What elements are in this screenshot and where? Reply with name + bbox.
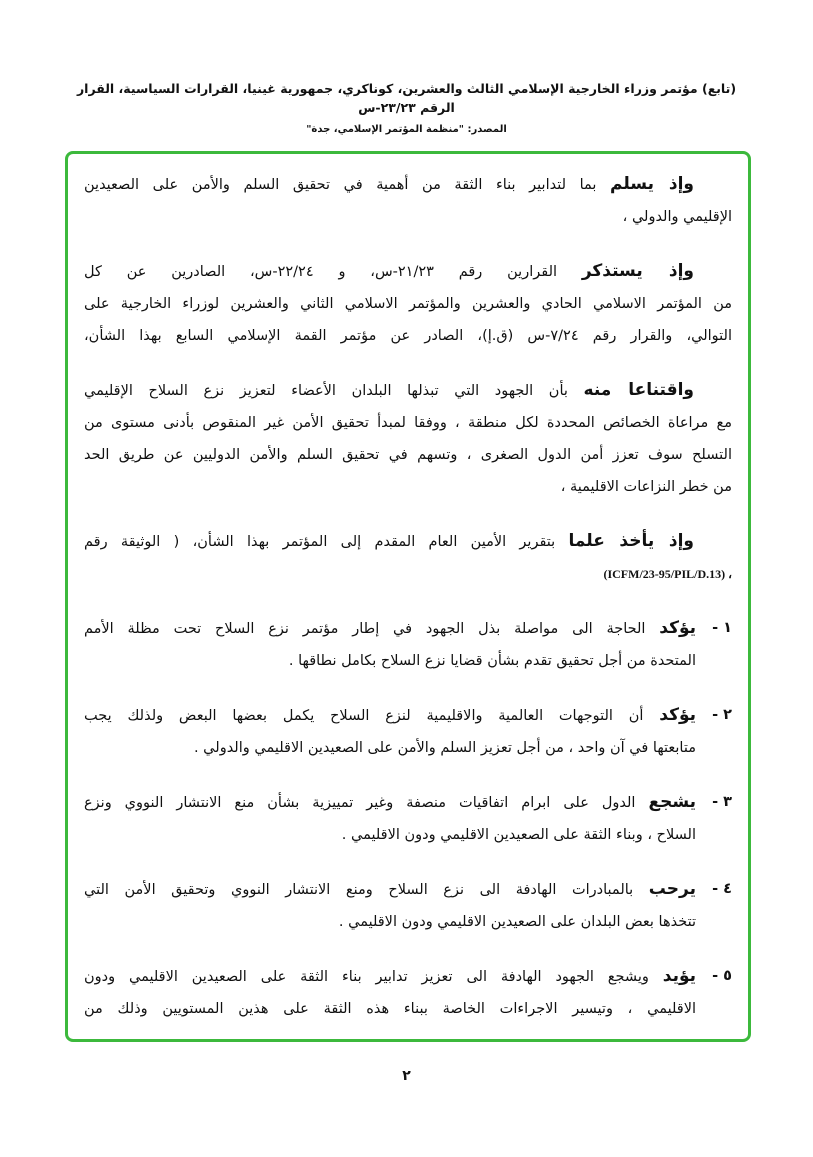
text-line: أن التوجهات العالمية والاقليمية لنزع السلاح يكمل بعضها البعض ولذلك يجب (84, 707, 644, 724)
lead-phrase: واقتناعا منه (583, 379, 694, 400)
text-line: من خطر النزاعات الاقليمية ، (560, 478, 732, 495)
text-line: التوالي، والقرار رقم ٧/٢٤-س (ق.إ)، الصادر عن مؤتمر القمة الإسلامي السابع بهذا الشأن، (84, 327, 732, 344)
lead-phrase: وإذ يسلم (610, 173, 694, 194)
document-reference: (ICFM/23-95/PIL/D.13) ، (603, 566, 732, 581)
text-line: من المؤتمر الاسلامي الحادي والعشرين والمؤتمر الاسلامي الثاني والعشرين لوزراء الخارجية على (84, 295, 732, 312)
preamble-paragraph (84, 255, 732, 352)
text-line: بالمبادرات الهادفة الى نزع السلاح ومنع الانتشار النووي وتحقيق الأمن التي (84, 881, 634, 898)
text-line: الإقليمي والدولي ، (622, 208, 732, 225)
operative-item (84, 960, 732, 1025)
operative-item (84, 612, 732, 677)
text-line: متابعتها في آن واحد ، من أجل تعزيز السلم والأمن على الصعيدين الاقليمي والدولي . (193, 739, 696, 756)
item-number: ٥ - (712, 967, 732, 984)
text-line: المتحدة من أجل تحقيق تقدم بشأن قضايا نزع السلاح بكامل نطاقها . (288, 652, 696, 669)
text-line: القرارين رقم ٢١/٢٣-س، و ٢٢/٢٤-س، الصادرين عن كل (84, 263, 558, 280)
lead-phrase: يؤكد (659, 704, 697, 725)
green-highlight-frame (65, 151, 751, 1042)
item-number: ١ - (712, 619, 732, 636)
preamble-paragraph (84, 525, 732, 590)
lead-phrase: يؤيد (662, 965, 696, 986)
text-line: الدول على ابرام اتفاقيات منصفة وغير تمييزية بشأن منع الانتشار النووي ونزع (84, 794, 636, 811)
text-line: مع مراعاة الخصائص المحددة لكل منطقة ، ووفقا لمبدأ تحقيق الأمن غير المنقوص بأدنى مستوى من (84, 414, 732, 431)
page-number: ٢ (402, 1067, 411, 1084)
text-line: الحاجة الى مواصلة بذل الجهود في إطار مؤتمر نزع السلاح تحت مظلة الأمم (84, 620, 646, 637)
text-line: ويشجع الجهود الهادفة الى تعزيز تدابير بناء الثقة على الصعيدين الاقليمي ودون (84, 968, 649, 985)
document-running-title: (تابع) مؤتمر وزراء الخارجية الإسلامي الثالث والعشرين، كوناكري، جمهورية غينيا، القرارات السياسية، القرار الرقم ٢٣/٢٣-س (76, 81, 737, 115)
item-number: ٣ - (712, 793, 732, 810)
document-source: المصدر: "منظمة المؤتمر الإسلامي، جدة" (306, 123, 507, 135)
text-line: بتقرير الأمين العام المقدم إلى المؤتمر بهذا الشأن، ( الوثيقة رقم (84, 533, 556, 550)
operative-item (84, 699, 732, 764)
operative-item (84, 873, 732, 938)
lead-phrase: يؤكد (659, 617, 697, 638)
text-line: بأن الجهود التي تبذلها البلدان الأعضاء لتعزيز نزع السلاح الإقليمي (84, 382, 568, 399)
text-line: السلاح ، وبناء الثقة على الصعيدين الاقليمي ودون الاقليمي . (341, 826, 696, 843)
item-number: ٢ - (712, 706, 732, 723)
preamble-paragraph (84, 374, 732, 503)
operative-item (84, 786, 732, 851)
lead-phrase: وإذ يستذكر (581, 260, 694, 281)
item-number: ٤ - (712, 880, 732, 897)
lead-phrase: وإذ يأخذ علما (568, 530, 694, 551)
lead-phrase: يرحب (648, 878, 697, 899)
text-line: بما لتدابير بناء الثقة من أهمية في تحقيق السلم والأمن على الصعيدين (84, 176, 597, 193)
preamble-paragraph (84, 168, 732, 233)
text-line: تتخذها بعض البلدان على الصعيدين الاقليمي ودون الاقليمي . (338, 913, 696, 930)
text-line: الاقليمي ، وتيسير الاجراءات الخاصة ببناء هذه الثقة على هذين المستويين وذلك من (84, 1000, 696, 1017)
text-line: التسلح سوف تعزز أمن الدول الصغرى ، وتسهم في تحقيق السلم والأمن الدوليين عن طريق الحد (84, 446, 732, 463)
lead-phrase: يشجع (648, 791, 696, 812)
